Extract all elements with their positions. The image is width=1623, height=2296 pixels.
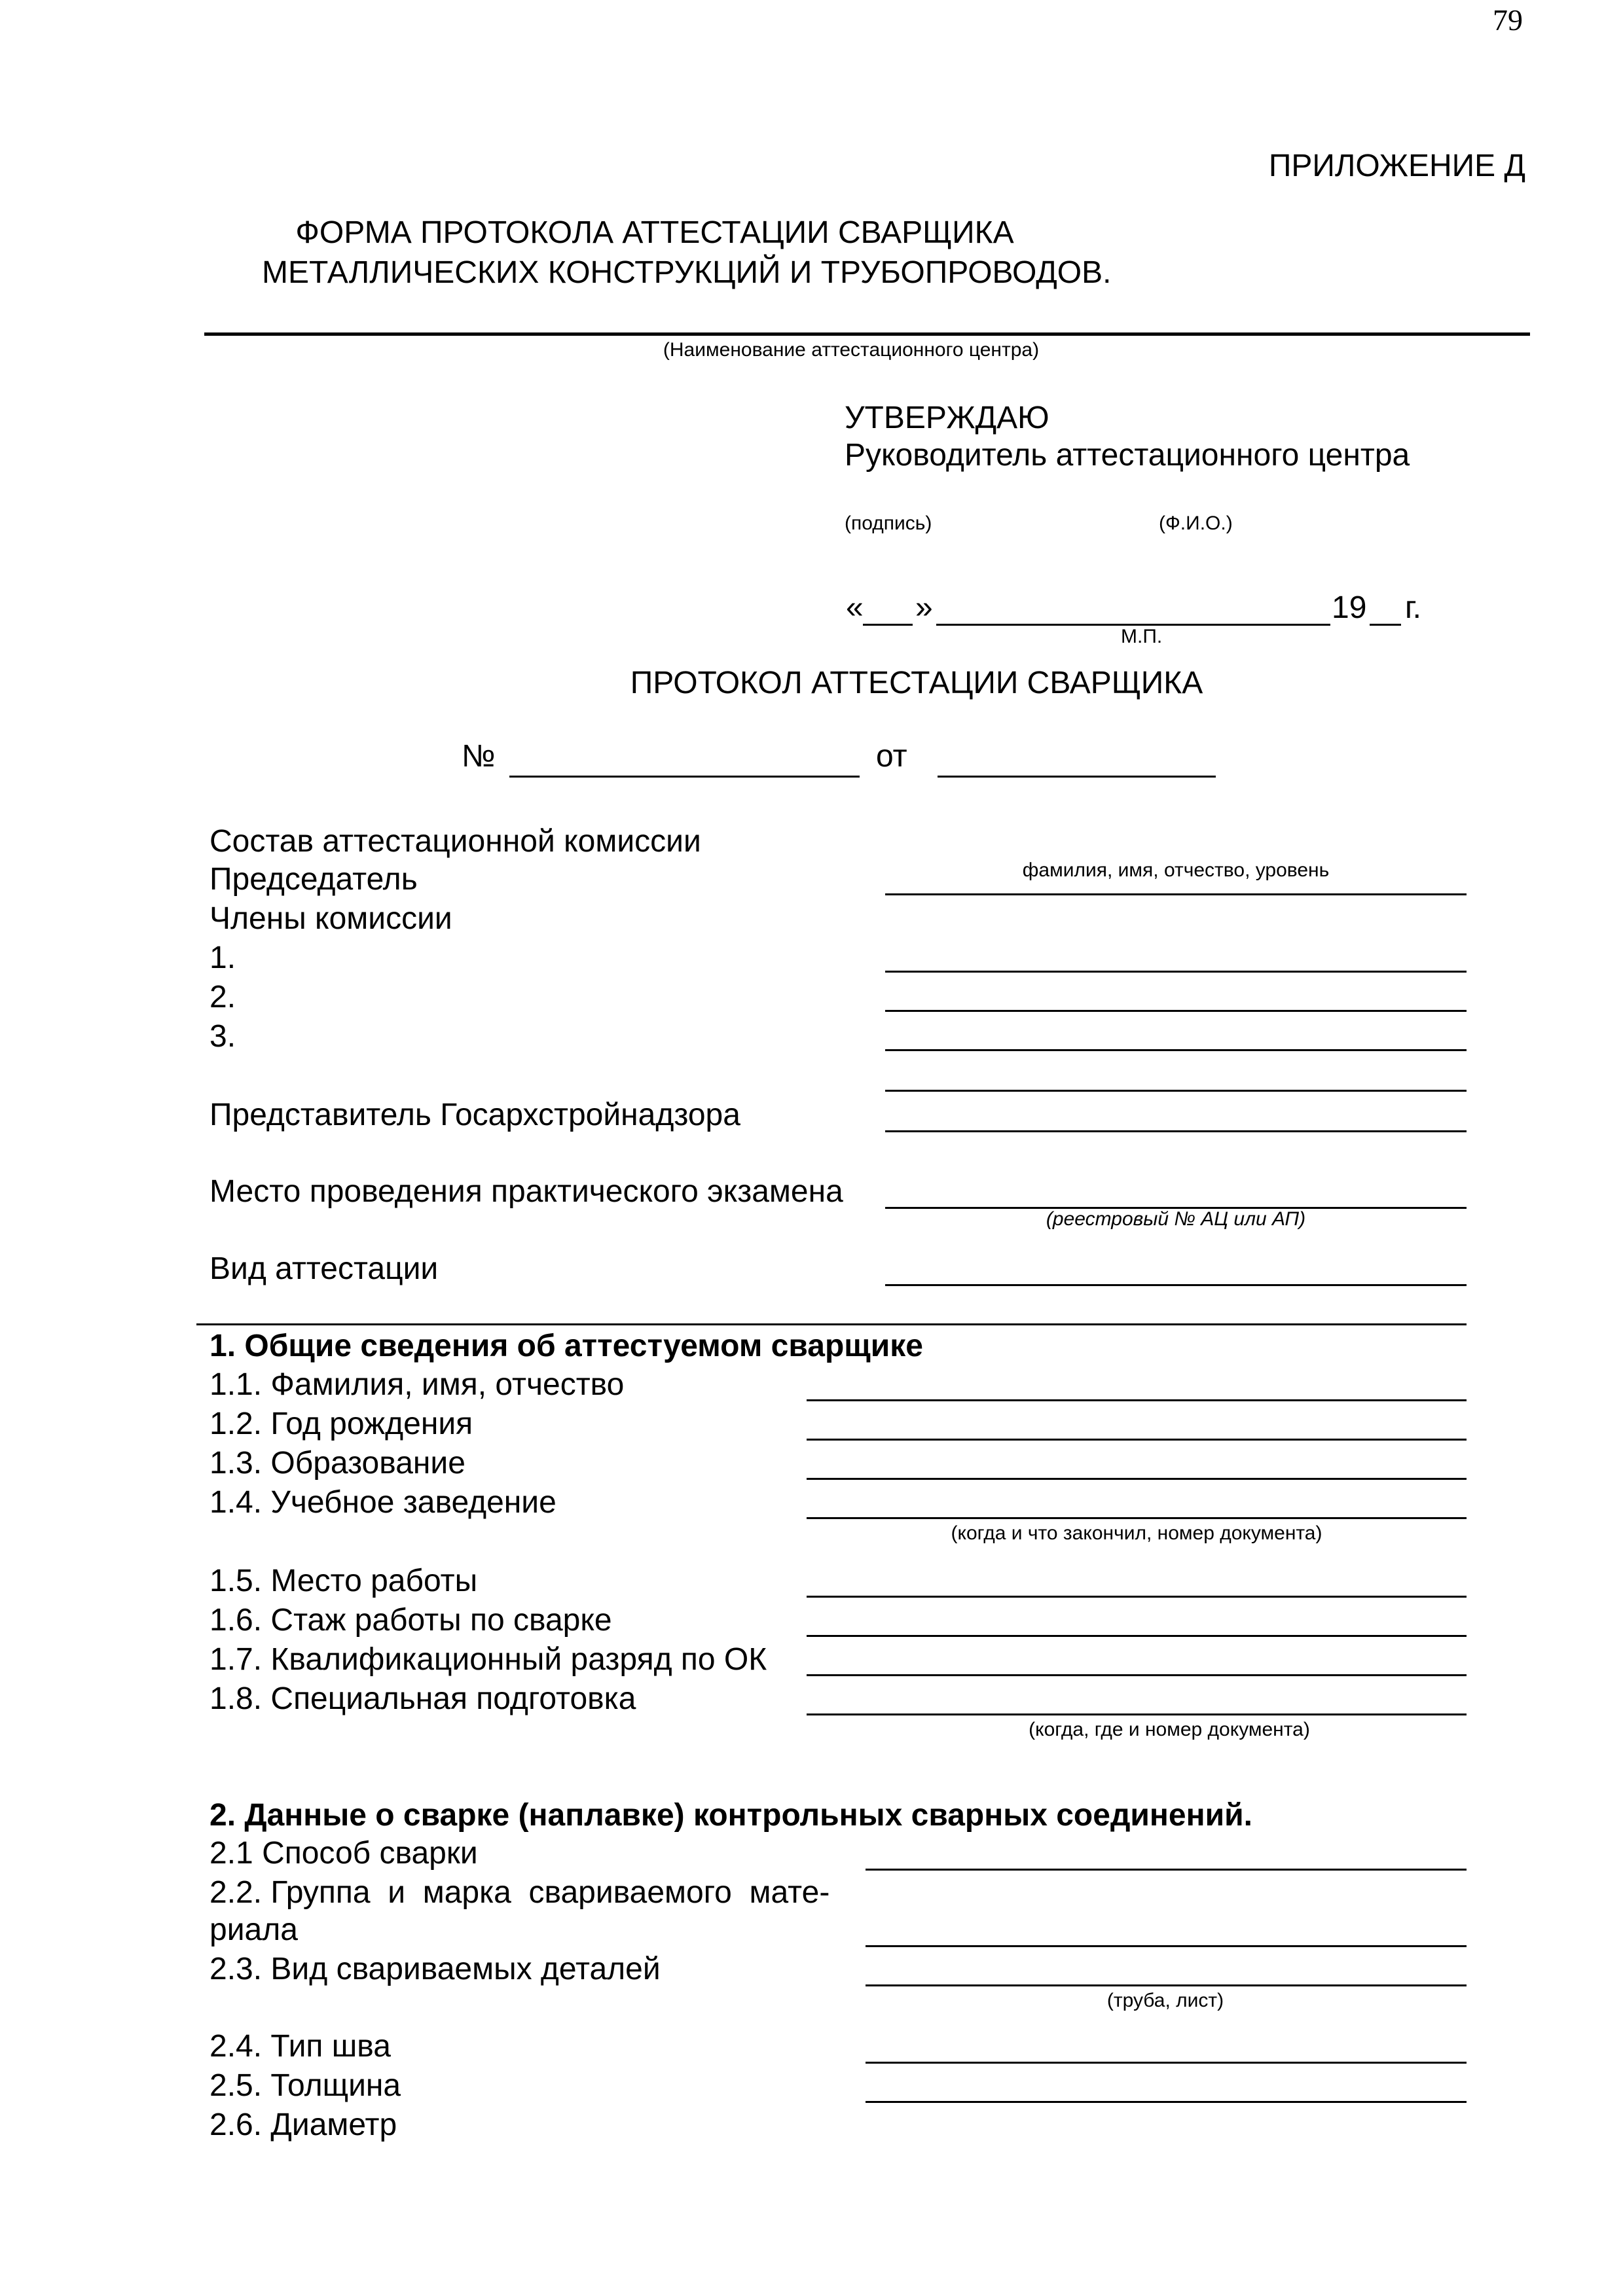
- member-1-line: [885, 971, 1467, 973]
- attestation-type-label: Вид аттестации: [210, 1251, 439, 1286]
- exam-place-label: Место проведения практического экзамена: [210, 1174, 843, 1209]
- approve-position: Руководитель аттестационного центра: [845, 438, 1410, 473]
- exam-place-caption: (реестровый № АЦ или АП): [1046, 1208, 1306, 1230]
- approve-heading: УТВЕРЖДАЮ: [845, 401, 1049, 435]
- section-1-line-8: [807, 1713, 1467, 1715]
- section-1-item-1: 1.1. Фамилия, имя, отчество: [210, 1367, 625, 1402]
- center-name-caption: (Наименование аттестационного центра): [663, 339, 1040, 361]
- form-title-line-1: ФОРМА ПРОТОКОЛА АТТЕСТАЦИИ СВАРЩИКА: [295, 215, 1014, 250]
- section-2-item-2-cont: риала: [210, 1912, 298, 1947]
- section-1-line-2: [807, 1439, 1467, 1441]
- attestation-type-line: [885, 1284, 1467, 1286]
- commission-title: Состав аттестационной комиссии: [210, 824, 701, 859]
- date-close-quote: »: [915, 590, 933, 625]
- section-1-title: 1. Общие сведения об аттестуемом сварщике: [210, 1329, 923, 1363]
- section-1-item-6: 1.6. Стаж работы по сварке: [210, 1603, 612, 1638]
- section-1-item-8: 1.8. Специальная подготовка: [210, 1681, 636, 1716]
- date-year-suffix: г.: [1405, 590, 1421, 625]
- section-2-item-6: 2.6. Диаметр: [210, 2108, 397, 2142]
- section-1-item-4: 1.4. Учебное заведение: [210, 1485, 556, 1520]
- member-2-line: [885, 1010, 1467, 1012]
- section-2-line-3: [866, 1984, 1467, 1986]
- section-1-line-7: [807, 1674, 1467, 1676]
- section-1-item-7: 1.7. Квалификационный разряд по ОК: [210, 1642, 767, 1677]
- section-2-item-1: 2.1 Способ сварки: [210, 1836, 478, 1871]
- appendix-label: ПРИЛОЖЕНИЕ Д: [1268, 149, 1525, 183]
- section-1-item-2: 1.2. Год рождения: [210, 1407, 473, 1441]
- member-3-label: 3.: [210, 1019, 236, 1054]
- name-caption: (Ф.И.О.): [1159, 512, 1233, 534]
- section-1-item-3: 1.3. Образование: [210, 1446, 465, 1480]
- member-1-label: 1.: [210, 941, 236, 975]
- date-day-line: [863, 624, 913, 626]
- date-year-line: [1370, 624, 1401, 626]
- protocol-title: ПРОТОКОЛ АТТЕСТАЦИИ СВАРЩИКА: [630, 666, 1203, 700]
- representative-line: [885, 1130, 1467, 1132]
- school-caption: (когда и что закончил, номер документа): [951, 1522, 1322, 1544]
- signature-caption: (подпись): [845, 512, 932, 534]
- section-2-item-5: 2.5. Толщина: [210, 2068, 401, 2103]
- section-1-item-5: 1.5. Место работы: [210, 1564, 478, 1598]
- chairman-label: Председатель: [210, 862, 418, 897]
- protocol-from-label: от: [876, 739, 907, 774]
- section-2-line-5: [866, 2101, 1467, 2103]
- section-2-line-4: [866, 2062, 1467, 2064]
- section-2-title: 2. Данные о сварке (наплавке) контрольных сварных соединений.: [210, 1798, 1252, 1833]
- member-3-line: [885, 1049, 1467, 1051]
- protocol-number-label: №: [462, 739, 496, 774]
- members-label: Члены комиссии: [210, 901, 452, 936]
- chairman-line: [885, 893, 1467, 895]
- section-1-line-1: [807, 1399, 1467, 1401]
- section-2-line-2: [866, 1945, 1467, 1947]
- training-caption: (когда, где и номер документа): [1029, 1719, 1310, 1740]
- date-year-prefix: 19: [1332, 590, 1367, 625]
- member-extra-line: [885, 1090, 1467, 1092]
- member-2-label: 2.: [210, 980, 236, 1014]
- page-number: 79: [1493, 3, 1523, 37]
- section-2-item-3: 2.3. Вид свариваемых деталей: [210, 1952, 661, 1986]
- form-title-line-2: МЕТАЛЛИЧЕСКИХ КОНСТРУКЦИЙ И ТРУБОПРОВОДОВ.: [262, 255, 1112, 290]
- section-1-line-6: [807, 1635, 1467, 1637]
- section-1-line-5: [807, 1596, 1467, 1598]
- representative-label: Представитель Госархстройнадзора: [210, 1098, 740, 1132]
- section-1-divider: [196, 1323, 1467, 1325]
- section-1-line-4: [807, 1517, 1467, 1519]
- section-2-line-1: [866, 1869, 1467, 1871]
- section-2-item-2: 2.2. Группа и марка свариваемого мате-: [210, 1875, 830, 1910]
- section-2-item-4: 2.4. Тип шва: [210, 2029, 391, 2064]
- center-name-line: [204, 332, 1530, 336]
- protocol-number-line: [509, 776, 860, 778]
- section-1-line-3: [807, 1478, 1467, 1480]
- date-open-quote: «: [846, 590, 864, 625]
- stamp-caption: М.П.: [1121, 626, 1163, 647]
- parts-caption: (труба, лист): [1106, 1990, 1224, 2011]
- chairman-caption: фамилия, имя, отчество, уровень: [1022, 859, 1330, 881]
- protocol-date-line: [938, 776, 1216, 778]
